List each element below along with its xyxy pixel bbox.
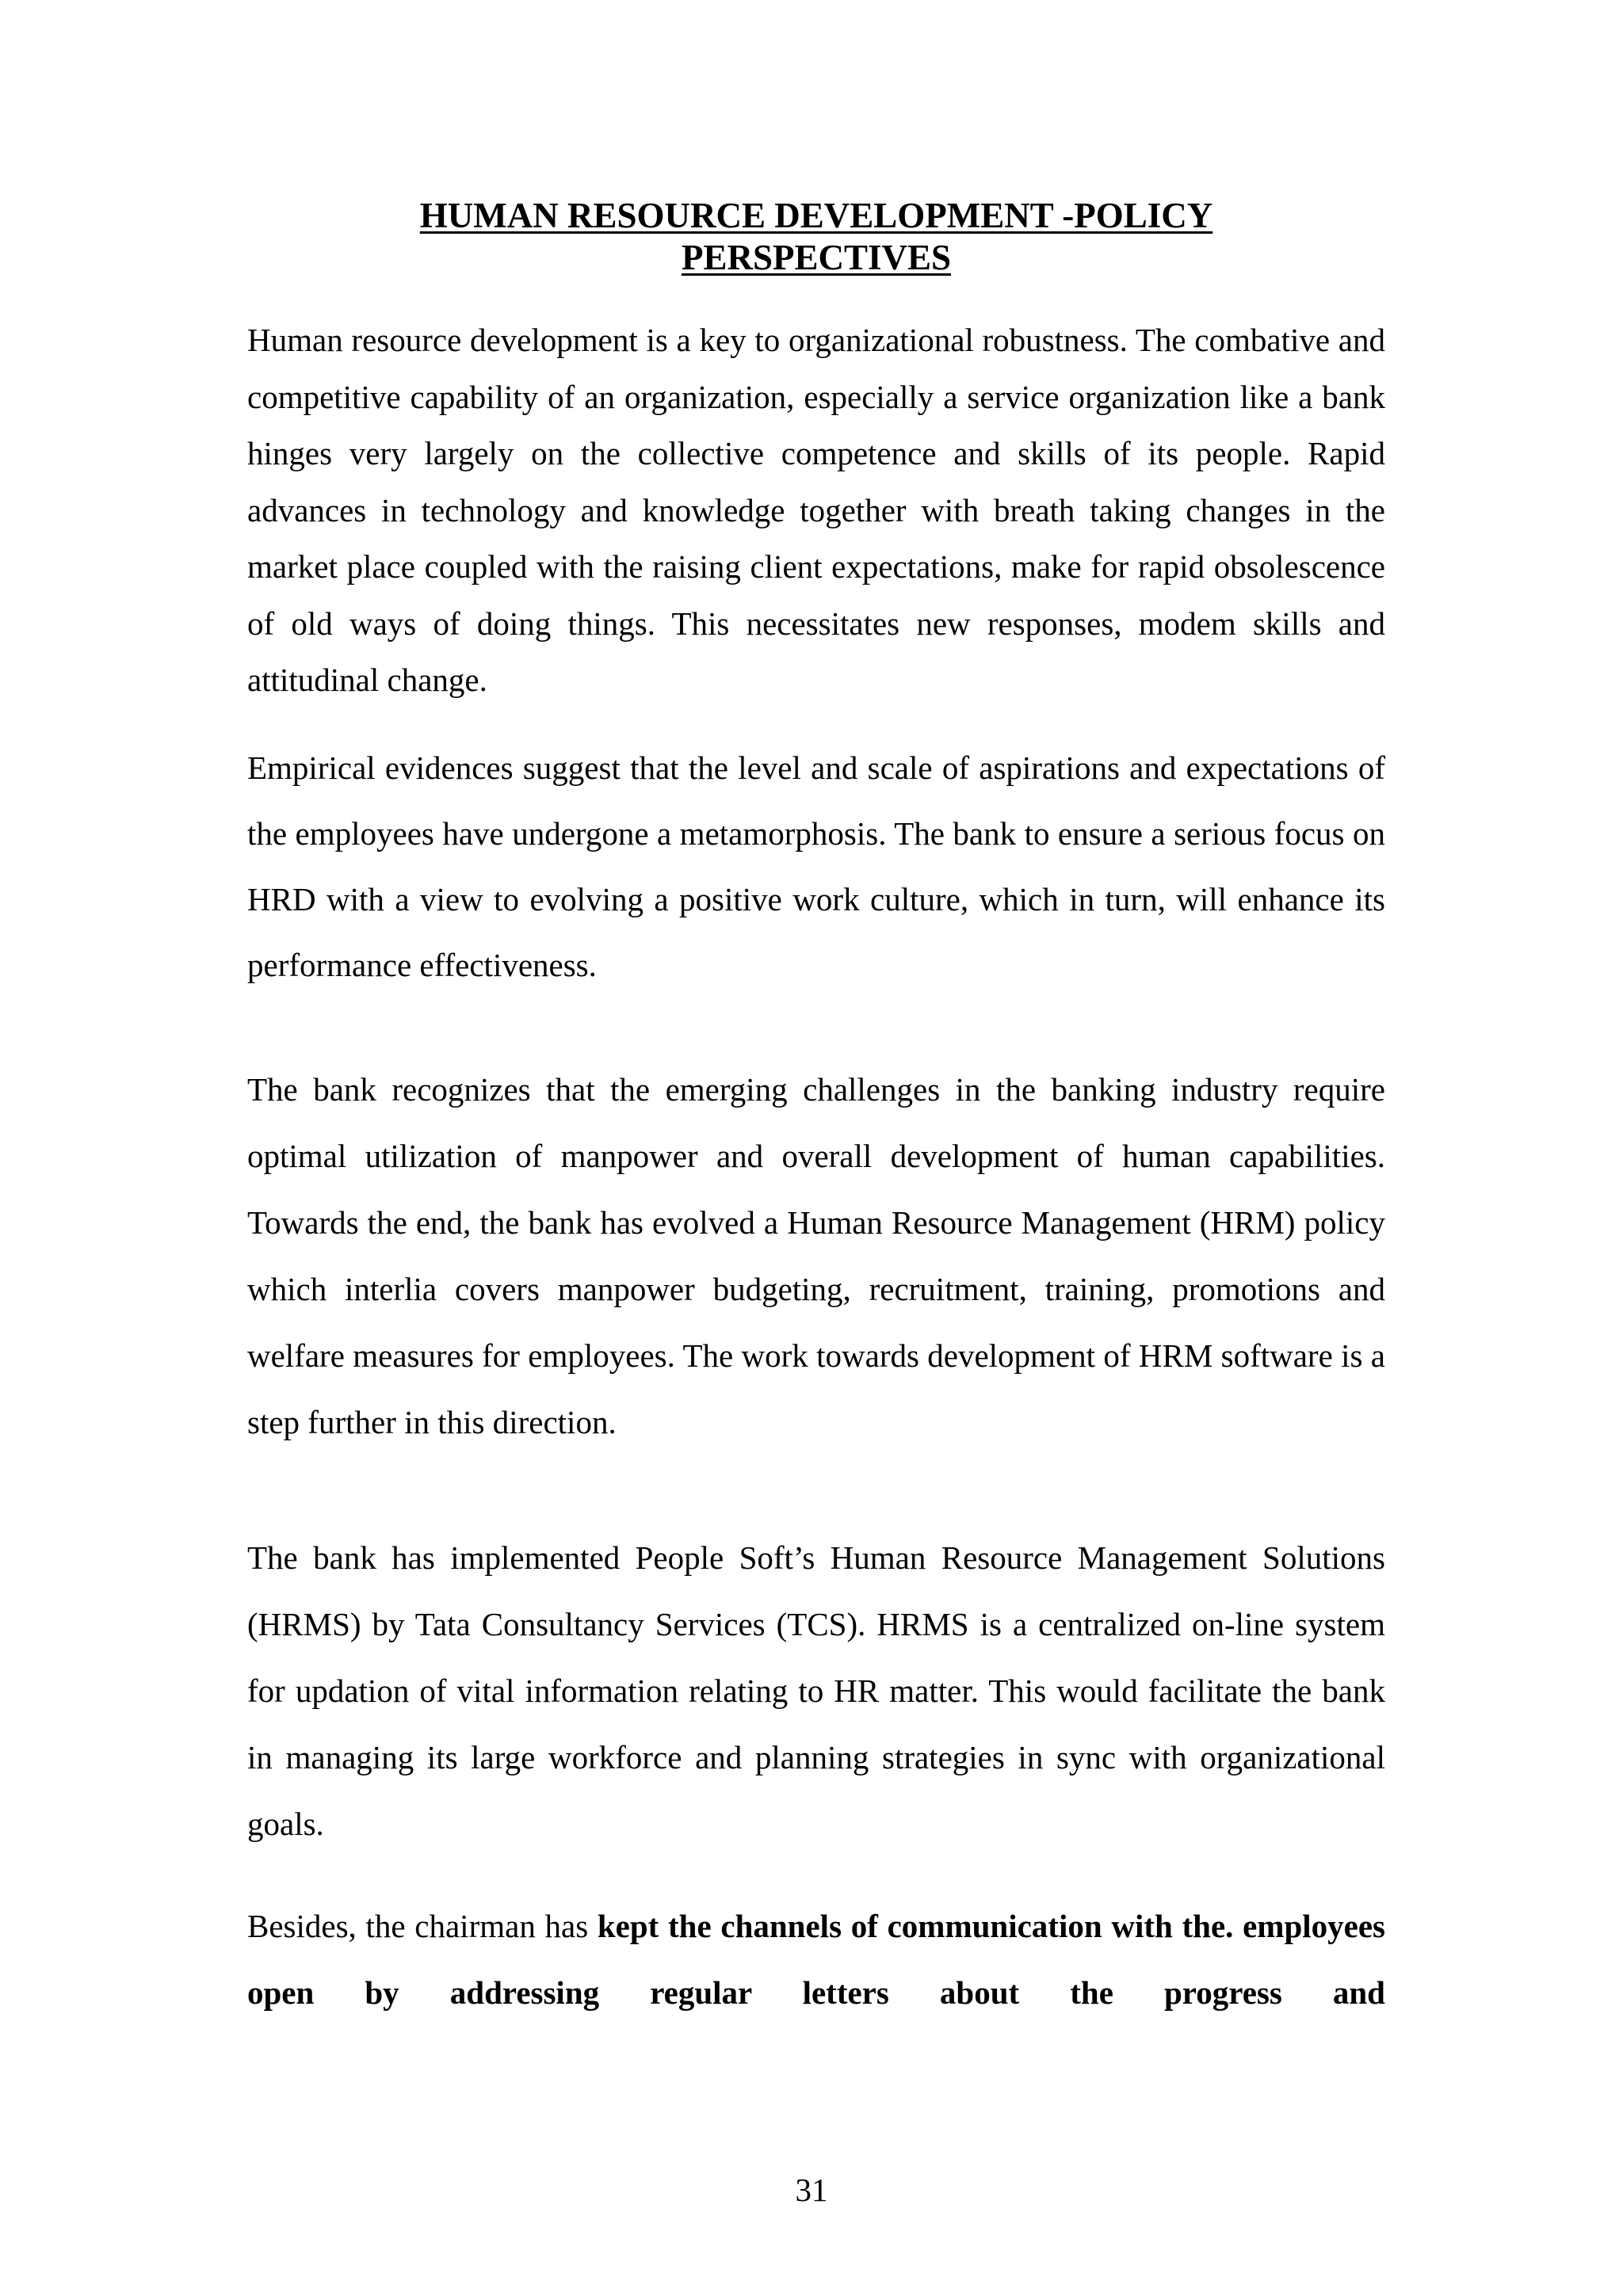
paragraph-chairman-communication xyxy=(247,1893,1385,2026)
paragraph-hrd-intro: Human resource development is a key to organizational robustness. The combative and competitive capability of an organization, especially a service organization like a bank hinges very largely on the collective competence and skills of its people. Rapid advances in technology and knowledge together with breath taking changes in the market place coupled with the raising client expectations, make for rapid obsolescence of old ways of doing things. This necessitates new responses, modem skills and attitudinal change. xyxy=(247,322,1385,698)
page-title-line-1: HUMAN RESOURCE DEVELOPMENT -POLICY xyxy=(419,196,1213,235)
page-title-line-2: PERSPECTIVES xyxy=(681,238,952,277)
paragraph-hrm-policy: The bank recognizes that the emerging challenges in the banking industry require optimal utilization of manpower and overall development of human capabilities. Towards the end, the bank has evolved a Human Resource Management (HRM) policy which interlia covers manpower budgeting, recruitment, training, promotions and welfare measures for employees. The work towards development of HRM software is a step further in this direction. xyxy=(247,1071,1385,1440)
page-title xyxy=(247,195,1385,279)
paragraph-hrms-implementation: The bank has implemented People Soft’s Human Resource Management Solutions (HRMS) by Tata Consultancy Services (TCS). HRMS is a centralized on-line system for updation of vital information relating to HR matter. This would facilitate the bank in managing its large workforce and planning strategies in sync with organizational goals. xyxy=(247,1539,1385,1842)
paragraph-bold-text: kept the channels of communication with the. employees open by addressing regular letters about the progress and xyxy=(247,1908,1385,2011)
page-number: 31 xyxy=(795,2172,828,2208)
paragraph-empirical-evidences: Empirical evidences suggest that the level and scale of aspirations and expectations of the employees have undergone a metamorphosis. The bank to ensure a serious focus on HRD with a view to evolving a positive work culture, which in turn, will enhance its performance effectiveness. xyxy=(247,749,1385,983)
paragraph-normal-text: Besides, the chairman has xyxy=(247,1908,598,1944)
